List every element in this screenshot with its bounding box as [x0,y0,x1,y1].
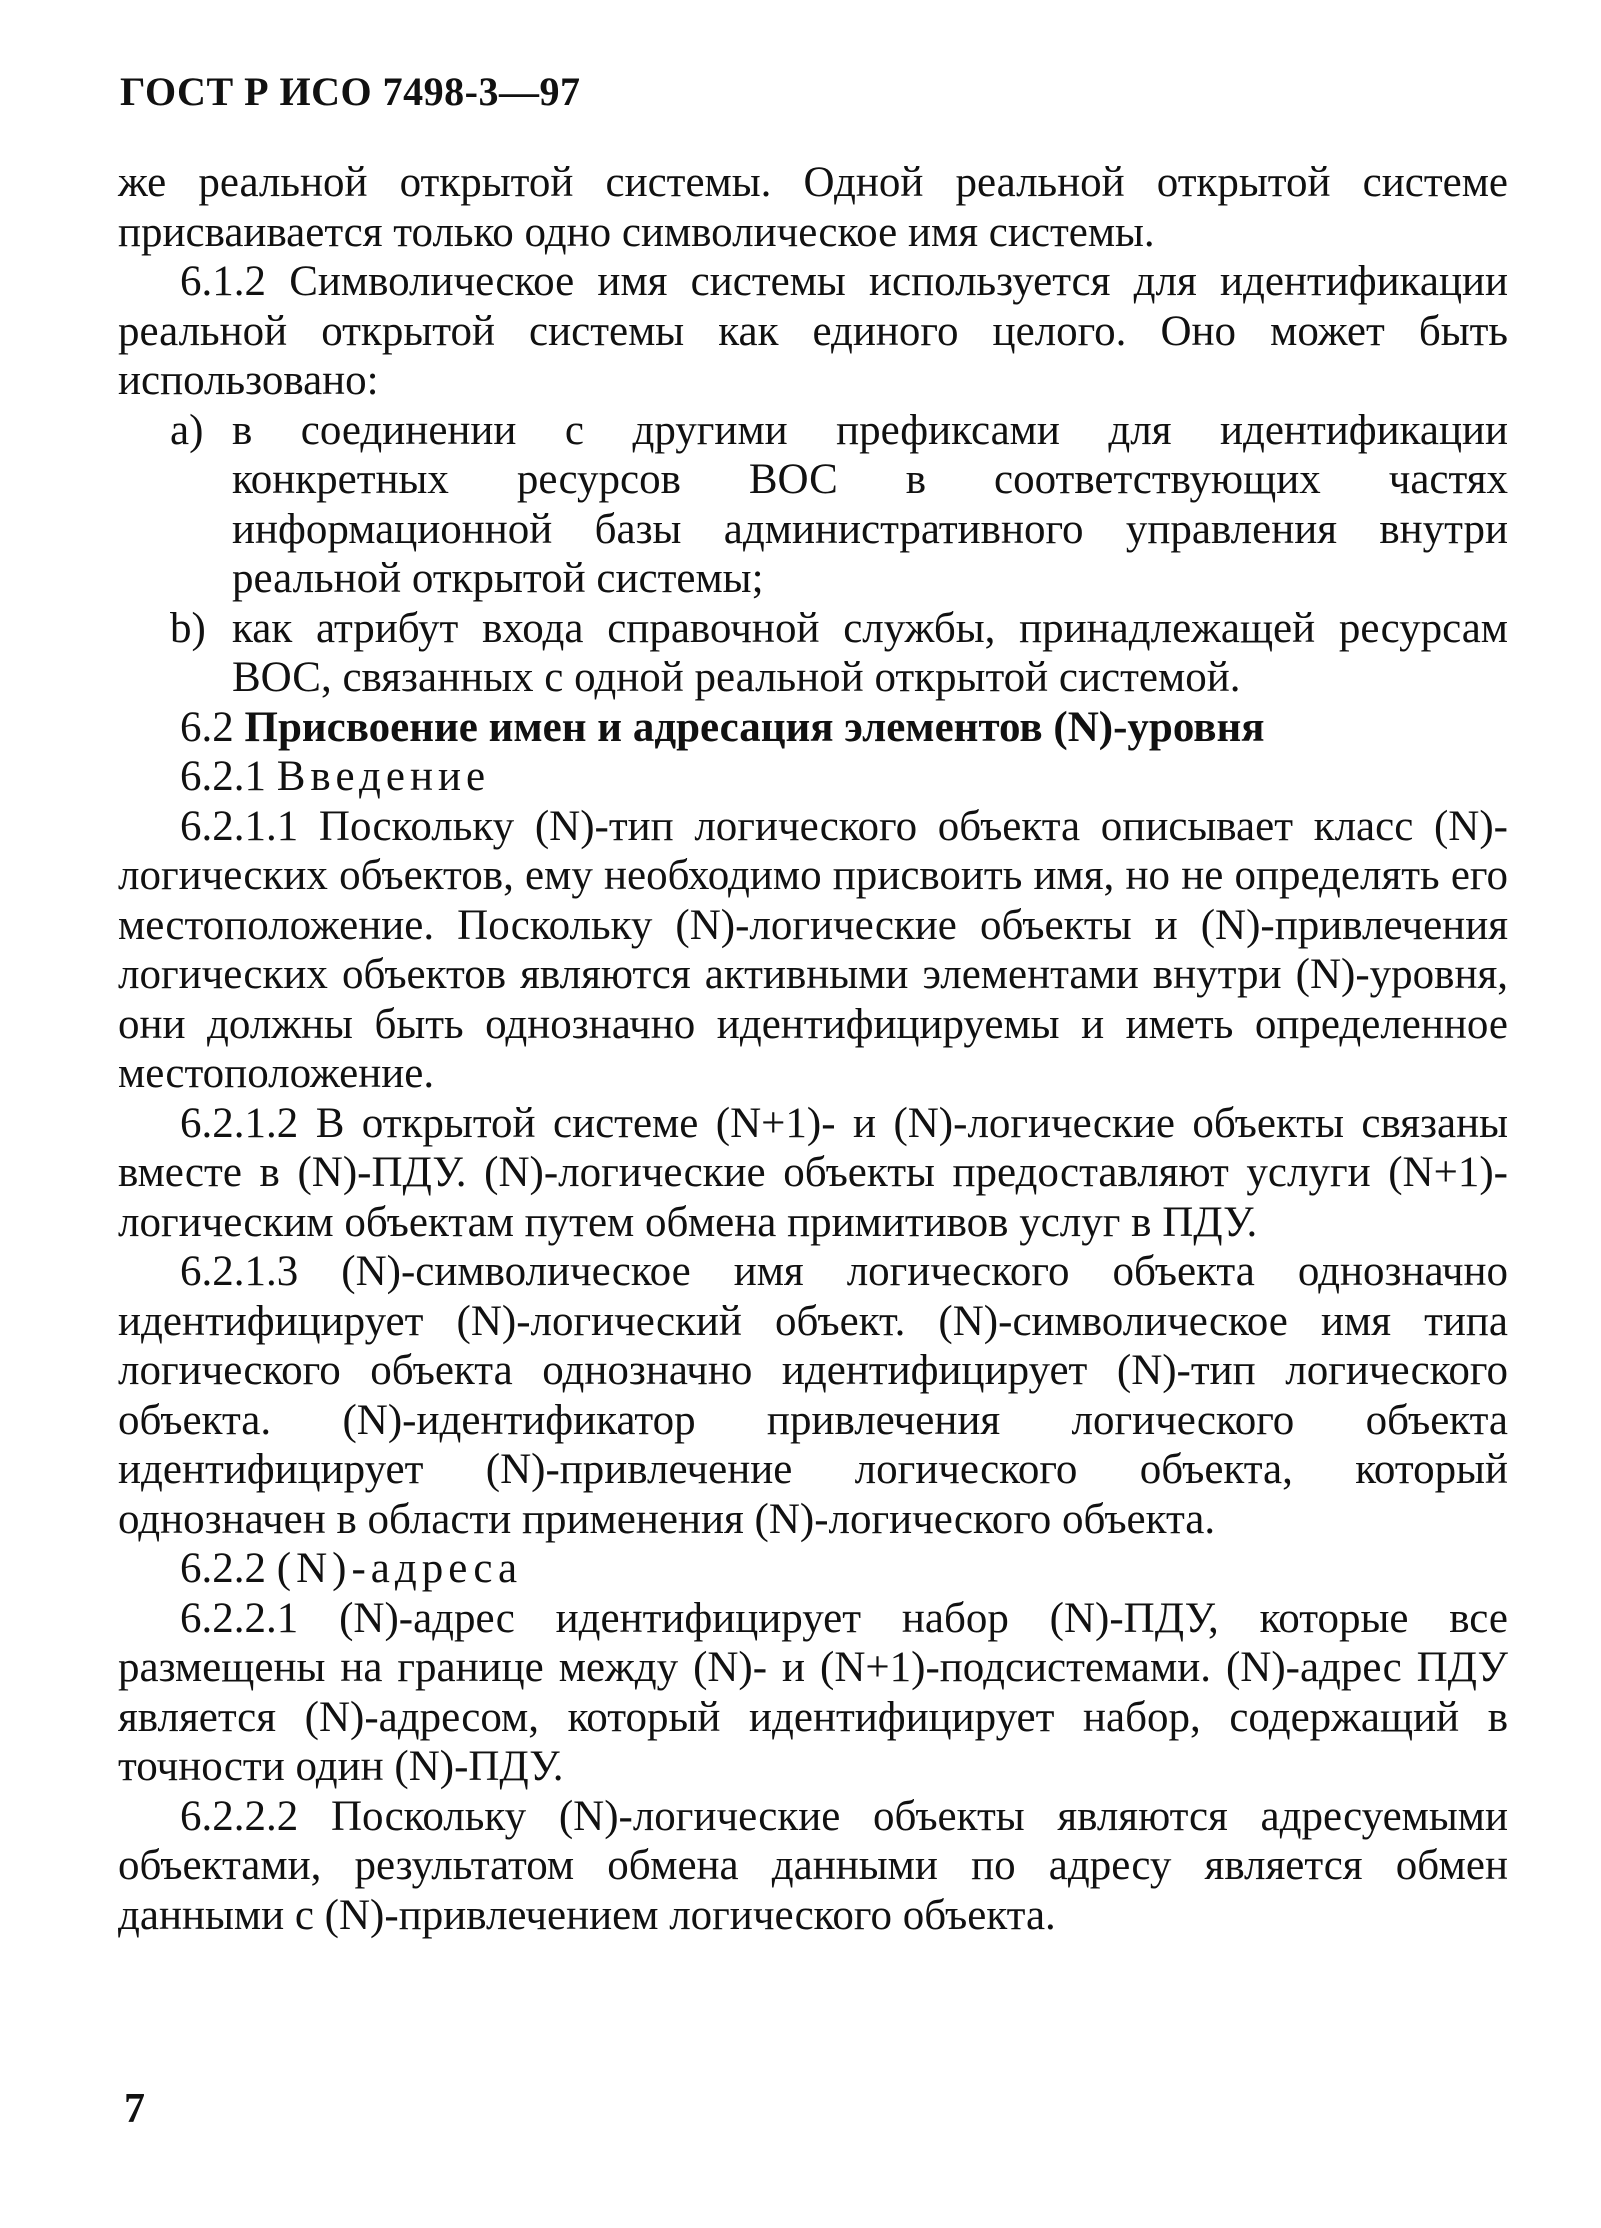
paragraph-6-2-1-3: 6.2.1.3 (N)-символическое имя логического объекта однозначно идентифицирует (N)-логический объект. (N)-символическое имя типа логического объекта однозначно идентифицирует (N)-тип логического объекта. (N)-идентификатор привлечения логического объекта идентифицирует (N)-привлечение логического объекта, который однозначен в области применения (N)-логического объекта. [118,1248,1508,1543]
list-item-b [118,604,1508,703]
section-title-6-2: Присвоение имен и адресация элементов (N)-уровня [244,703,1265,751]
paragraph-6-2-2-1: 6.2.2.1 (N)-адрес идентифицирует набор (N)-ПДУ, которые все размещены на границе между (N)- и (N+1)-подсистемами. (N)-адрес ПДУ является (N)-адресом, который идентифицирует набор, содержащий в точности один (N)-ПДУ. [118,1594,1508,1790]
list-marker-b: b) [170,604,206,652]
subsection-heading-6-2-1 [118,752,1508,802]
list-item-b-text: как атрибут входа справочной службы, принадлежащей ресурсам ВОС, связанных с одной реальной открытой системой. [232,604,1508,701]
paragraph-6-2-2-2: 6.2.2.2 Поскольку (N)-логические объекты являются адресуемыми объектами, результатом обмена данными по адресу является обмен данными с (N)-привлечением логического объекта. [118,1792,1508,1939]
page-header: ГОСТ Р ИСО 7498-3—97 [120,69,581,114]
paragraph-continuation: же реальной открытой системы. Одной реальной открытой системе присваивается только одно символическое имя системы. [118,159,1508,256]
paragraph-6-1-2: 6.1.2 Символическое имя системы используется для идентификации реальной открытой системы как единого целого. Оно может быть использовано: [118,258,1508,404]
page-number: 7 [124,2086,145,2132]
subsection-title-6-2-1: Введение [276,753,491,800]
paragraph-6-2-1-2: 6.2.1.2 В открытой системе (N+1)- и (N)-логические объекты связаны вместе в (N)-ПДУ. (N)-логические объекты предоставляют услуги (N+1)-логическим объектам путем обмена примитивов услуг в ПДУ. [118,1099,1508,1246]
subsection-heading-6-2-2 [118,1544,1508,1594]
subsection-title-6-2-2: (N)-адреса [276,1545,523,1592]
subsection-number-6-2-2: 6.2.2 [180,1545,266,1592]
section-heading-6-2 [118,703,1508,753]
subsection-number-6-2-1: 6.2.1 [180,753,266,800]
list-marker-a: a) [170,406,204,454]
section-number-6-2: 6.2 [180,703,234,751]
list-item-a [118,406,1508,604]
list-item-a-text: в соединении с другими префиксами для идентификации конкретных ресурсов ВОС в соответствующих частях информационной базы административного управления внутри реальной открытой системы; [232,406,1508,602]
page-body [118,158,1508,1940]
paragraph-6-2-1-1: 6.2.1.1 Поскольку (N)-тип логического объекта описывает класс (N)-логических объектов, ему необходимо присвоить имя, но не определять его местоположение. Поскольку (N)-логические объекты и (N)-привлечения логических объектов являются активными элементами внутри (N)-уровня, они должны быть однозначно идентифицируемы и иметь определенное местоположение. [118,802,1508,1097]
